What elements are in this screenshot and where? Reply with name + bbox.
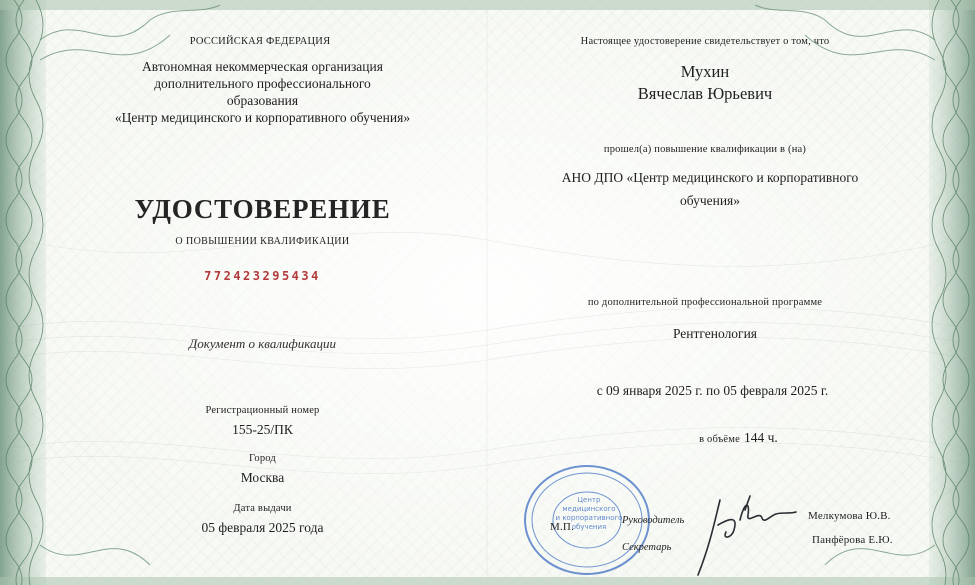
document-title: УДОСТОВЕРЕНИЕ [134,194,391,224]
issuer-line-2: дополнительного профессионального [154,76,371,91]
issuer-line-3: образования [226,93,299,108]
document-type: Документ о квалификации [189,336,336,351]
stamp-text-3: и корпоративного [555,514,623,522]
stamp-text-2: медицинского [562,505,616,513]
signature [690,490,800,580]
seal-place-label: М.П. [550,521,575,533]
issuer-line-4: «Центр медицинского и корпоративного обучения» [114,110,411,125]
stamp-text-4: обучения [571,523,607,531]
recipient-given-names: Вячеслав Юрьевич [637,84,773,103]
head-name: Мелкумова Ю.В. [808,510,891,522]
serial-number: 772423295434 [204,269,321,283]
secretary-label: Секретарь [622,542,672,553]
training-org-line-1: АНО ДПО «Центр медицинского и корпоративного [561,170,859,185]
volume-label: в объёме [699,434,740,445]
intro-text: Настоящее удостоверение свидетельствует о том, что [580,36,830,47]
issuer-line-1: Автономная некоммерческая организация [142,59,383,74]
issue-date-label: Дата выдачи [233,503,292,514]
secretary-name: Панфёрова Е.Ю. [812,534,893,546]
registration-number: 155-25/ПК [232,422,293,437]
head-label: Руководитель [622,515,685,526]
passed-text: прошел(а) повышение квалификации в (на) [603,144,807,155]
program-name: Рентгенология [672,326,758,341]
city-label: Город [249,453,276,464]
training-period: с 09 января 2025 г. по 05 февраля 2025 г. [596,383,829,398]
issue-date-value: 05 февраля 2025 года [201,520,324,535]
stamp-text-1: Центр [577,496,601,504]
recipient-surname: Мухин [680,62,730,81]
country-name: РОССИЙСКАЯ ФЕДЕРАЦИЯ [189,36,331,47]
city-value: Москва [240,470,285,485]
document-subtitle: О ПОВЫШЕНИИ КВАЛИФИКАЦИИ [175,236,350,247]
training-org-line-2: обучения» [679,193,741,208]
registration-label: Регистрационный номер [205,405,320,416]
volume-value: 144 ч. [744,430,778,445]
program-label: по дополнительной профессиональной программе [587,297,823,308]
